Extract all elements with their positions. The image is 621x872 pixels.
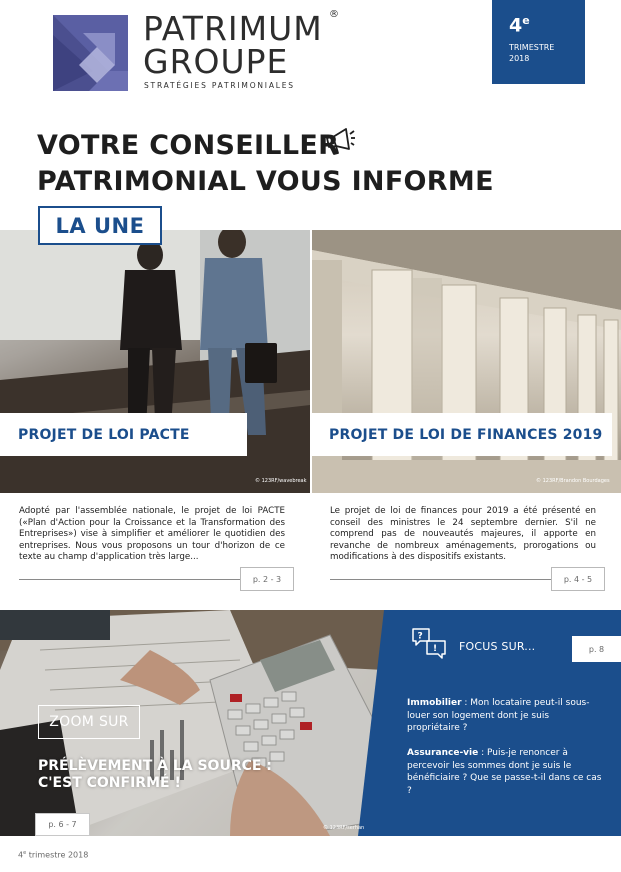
issue-badge: [492, 0, 585, 84]
focus-item-label: Assurance-vie: [407, 748, 479, 758]
page-ref-focus[interactable]: p. 8: [572, 636, 621, 662]
issue-label: TRIMESTRE: [509, 43, 555, 53]
focus-item-label: Immobilier: [407, 698, 462, 708]
zoom-sur-tag: ZOOM SUR: [38, 705, 140, 739]
page-footer: 4e trimestre 2018: [18, 850, 89, 860]
svg-text:?: ?: [417, 631, 423, 642]
page-title-line1: VOTRE CONSEILLER: [37, 130, 340, 161]
svg-text:!: !: [433, 644, 438, 654]
zoom-title-line2: C'EST CONFIRMÉ !: [38, 775, 181, 791]
divider: [19, 579, 240, 580]
brand-tagline: STRATÉGIES PATRIMONIALES: [144, 81, 295, 90]
la-une-tag: LA UNE: [38, 206, 162, 245]
page-title-line2: PATRIMONIAL VOUS INFORME: [37, 166, 494, 197]
issue-number: 4e: [509, 14, 530, 37]
focus-item-text: : Puis-je renoncer à percevoir les sommes dont je suis le bénéficiaire ? Que se passe-t-il dans ce cas ?: [407, 748, 602, 796]
brand-logo-mark: [53, 15, 128, 91]
brand-name-line2: GROUPE: [143, 42, 289, 81]
photo-credit-desk: © 123RF/serhan: [323, 825, 365, 831]
focus-title: FOCUS SUR...: [459, 640, 536, 653]
page-ref-zoom[interactable]: p. 6 - 7: [35, 813, 90, 836]
issue-year: 2018: [509, 54, 530, 64]
zoom-article-title[interactable]: [38, 758, 272, 792]
focus-item-assurance-vie[interactable]: [407, 747, 603, 797]
article-summary-finances: Le projet de loi de finances pour 2019 a été présenté en conseil des ministres le 24 septembre dernier. S'il ne comprend pas de nouveautés majeures, il apporte en revanche de nombreux aménagements, prorogations ou modifications à des dispositifs existants.: [330, 506, 596, 563]
page-ref-finances[interactable]: p. 4 - 5: [551, 567, 605, 591]
page-title: [37, 128, 494, 200]
article-title-finances[interactable]: PROJET DE LOI DE FINANCES 2019: [312, 413, 612, 456]
focus-item-text: : Mon locataire peut-il sous-louer son logement dont je suis propriétaire ?: [407, 698, 590, 733]
brand-name-line1: PATRIMUM: [143, 9, 323, 48]
article-summary-pacte: Adopté par l'assemblée nationale, le projet de loi PACTE («Plan d'Action pour la Croissance et la Transformation des Entreprises») vise à simplifier et améliorer le quotidien des entreprises. Nous vous proposons un tour d'horizon de ce texte au champ d'application très large...: [19, 506, 285, 563]
brand-name: [143, 9, 340, 81]
focus-item-immobilier[interactable]: [407, 697, 603, 735]
megaphone-icon: [322, 125, 356, 157]
zoom-title-line1: PRÉLÈVEMENT À LA SOURCE :: [38, 758, 272, 774]
photo-credit-left: © 123RF/wavebreak: [255, 478, 307, 484]
page-ref-pacte[interactable]: p. 2 - 3: [240, 567, 294, 591]
question-bubbles-icon: [411, 627, 447, 661]
divider: [330, 579, 551, 580]
photo-credit-right: © 123RF/Brandon Bourdages: [536, 478, 610, 484]
registered-mark: ®: [329, 9, 340, 20]
article-title-pacte[interactable]: PROJET DE LOI PACTE: [0, 413, 247, 456]
